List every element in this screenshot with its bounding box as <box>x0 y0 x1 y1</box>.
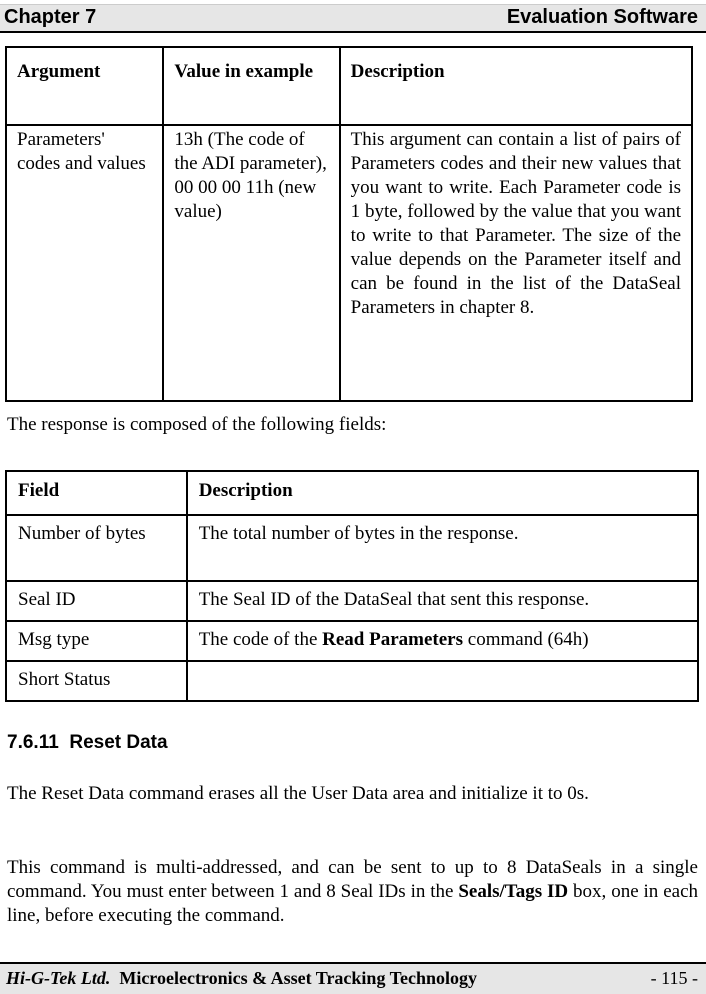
description-cell: The Seal ID of the DataSeal that sent this response. <box>187 581 698 621</box>
field-cell: Msg type <box>6 621 187 661</box>
company-tagline: Microelectronics & Asset Tracking Technology <box>119 968 477 988</box>
page-footer <box>0 962 706 994</box>
section-title: Reset Data <box>69 732 168 753</box>
page-number: - 115 - <box>650 968 698 988</box>
column-header: Field <box>6 471 187 515</box>
footer-company <box>6 968 477 989</box>
section-number: 7.6.11 <box>7 732 59 753</box>
company-name: Hi-G-Tek Ltd. <box>6 968 111 988</box>
table-row <box>6 621 698 661</box>
field-cell: Number of bytes <box>6 515 187 581</box>
paragraph-text: box, one in each line, before executing the command. <box>7 881 699 926</box>
table-row <box>6 581 698 621</box>
section-heading <box>7 732 168 754</box>
field-reference: Seals/Tags ID <box>458 881 569 902</box>
desc-prefix: The code of the <box>198 629 323 650</box>
column-header: Argument <box>6 47 163 125</box>
table-row <box>6 661 698 701</box>
description-cell <box>187 621 698 661</box>
description-cell <box>187 661 698 701</box>
table-row <box>6 515 698 581</box>
column-header: Description <box>187 471 698 515</box>
field-cell: Short Status <box>6 661 187 701</box>
response-fields-table <box>5 470 699 702</box>
field-cell: Seal ID <box>6 581 187 621</box>
column-header: Value in example <box>163 47 339 125</box>
table-row <box>6 125 692 401</box>
column-header: Description <box>340 47 692 125</box>
chapter-label: Chapter 7 <box>4 6 97 28</box>
response-intro: The response is composed of the following fields: <box>7 414 387 435</box>
argument-cell: Parameters' codes and values <box>6 125 163 401</box>
description-cell: The total number of bytes in the response. <box>187 515 698 581</box>
paragraph <box>7 856 698 928</box>
arguments-table <box>5 46 693 402</box>
page-header <box>0 4 706 33</box>
table-header-row <box>6 471 698 515</box>
value-cell: 13h (The code of the ADI parameter), 00 00 00 11h (new value) <box>163 125 339 401</box>
section-label: Evaluation Software <box>506 6 698 28</box>
description-cell: This argument can contain a list of pairs of Parameters codes and their new values that you want to write. Each Parameter code is 1 byte, followed by the value that you want to write to that Parameter. The size of the value depends on the Parameter itself and can be found in the list of the DataSeal Parameters in chapter 8. <box>340 125 692 401</box>
paragraph-text: This command is multi-addressed, and can be sent to up to 8 DataSeals in a single command. You must enter between 1 and 8 Seal IDs in the <box>7 857 698 902</box>
paragraph: The Reset Data command erases all the User Data area and initialize it to 0s. <box>7 783 589 804</box>
table-header-row <box>6 47 692 125</box>
command-name: Read Parameters <box>322 629 464 650</box>
desc-suffix: command (64h) <box>463 629 589 650</box>
